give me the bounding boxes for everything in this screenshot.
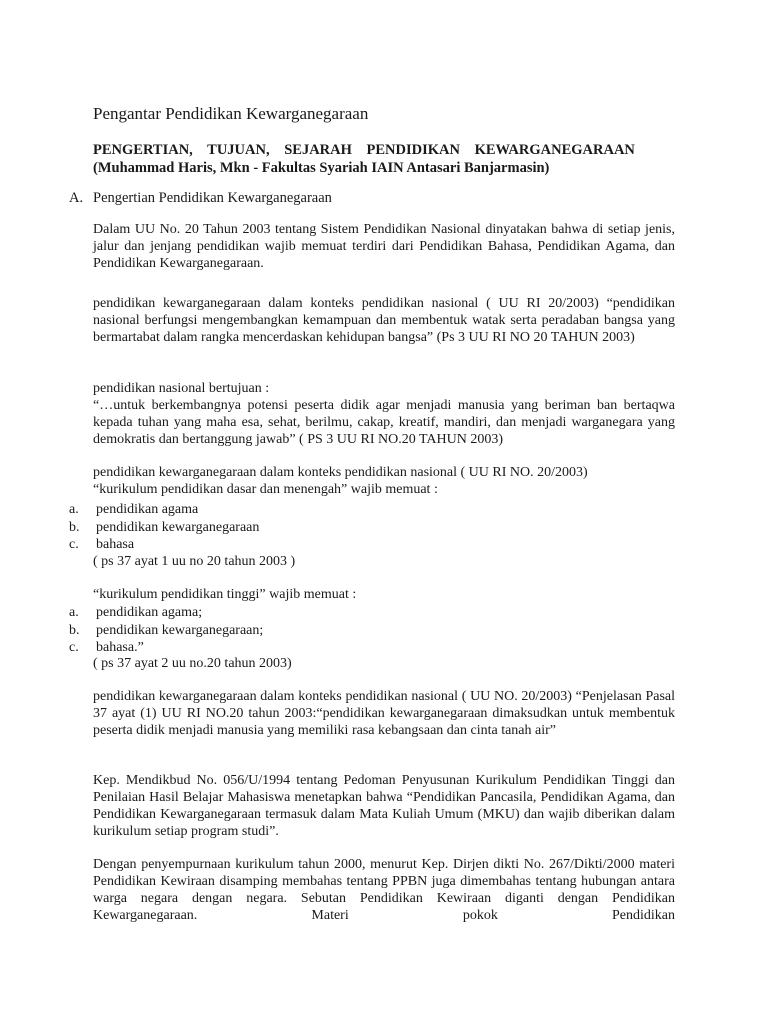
list-marker: c. [69,537,79,552]
paragraph-kurikulum-tinggi-lead: “kurikulum pendidikan tinggi” wajib memuat : [93,587,357,602]
document-heading [93,141,673,177]
list-kurikulum-tinggi [69,604,263,657]
list-item [69,604,263,622]
list-marker: a. [69,605,79,620]
list-kurikulum-dasar [69,501,259,554]
list-text: pendidikan kewarganegaraan; [96,622,264,638]
paragraph-fungsi-pendidikan: pendidikan kewarganegaraan dalam konteks pendidikan nasional ( UU RI 20/2003) “pendidikan nasional berfungsi mengembangkan kemampuan dan membentuk watak serta peradaban bangsa yang bermartabat dalam rangka mencerdaskan kehidupan bangsa” (Ps 3 UU RI NO 20 TAHUN 2003) [93,296,675,345]
reference-ps-37-2: ( ps 37 ayat 2 uu no.20 tahun 2003) [93,656,292,671]
list-text: bahasa.” [96,640,144,655]
heading-line-2: (Muhammad Haris, Mkn - Fakultas Syariah IAIN Antasari Banjarmasin) [93,160,550,176]
list-item [69,501,259,519]
paragraph-uu-sisdiknas: Dalam UU No. 20 Tahun 2003 tentang Sistem Pendidikan Nasional dinyatakan bahwa di setiap jenis, jalur dan jenjang pendidikan wajib memuat terdiri dari Pendidikan Bahasa, Pendidikan Agama, dan Pendidikan Kewarganegaraan. [93,222,675,271]
paragraph-konteks-line1: pendidikan kewarganegaraan dalam konteks pendidikan nasional ( UU RI NO. 20/2003) [93,465,588,480]
list-marker: a. [69,502,79,517]
list-item [69,622,263,640]
list-marker: b. [69,622,80,638]
list-text: pendidikan agama; [96,605,203,620]
paragraph-kurikulum-2000: Dengan penyempurnaan kurikulum tahun 2000, menurut Kep. Dirjen dikti No. 267/Dikti/2000 materi Pendidikan Kewiraan disamping membahas tentang PPBN juga dimembahas tentang hubungan antara warga negara dengan negara. Sebutan Pendidikan Kewiraan diganti dengan Pendidikan Kewarganegaraan. Materi pokok Pendidikan [93,857,675,923]
list-item [69,639,263,657]
list-item [69,519,259,537]
section-a-letter: A. [69,190,84,206]
section-a-label: Pengertian Pendidikan Kewarganegaraan [93,190,332,206]
list-marker: b. [69,519,80,535]
paragraph-penjelasan-pasal-37: pendidikan kewarganegaraan dalam konteks pendidikan nasional ( UU NO. 20/2003) “Penjelasan Pasal 37 ayat (1) UU RI NO.20 tahun 2003:“pendidikan kewarganegaraan dimaksudkan untuk membentuk peserta didik menjadi manusia yang memiliki rasa kebangsaan dan cinta tanah air” [93,689,675,738]
heading-line-1: PENGERTIAN, TUJUAN, SEJARAH PENDIDIKAN KEWARGANEGARAAN [93,142,635,158]
paragraph-kep-mendikbud: Kep. Mendikbud No. 056/U/1994 tentang Pedoman Penyusunan Kurikulum Pendidikan Tinggi dan Penilaian Hasil Belajar Mahasiswa menetapkan bahwa “Pendidikan Pancasila, Pendidikan Agama, dan Pendidikan Kewarganegaraan termasuk dalam Mata Kuliah Umum (MKU) dan wajib diberikan dalam kurikulum setiap program studi”. [93,773,675,839]
section-a-header [69,189,332,207]
list-item [69,536,259,554]
document-title: Pengantar Pendidikan Kewarganegaraan [93,104,369,123]
list-text: pendidikan kewarganegaraan [96,519,260,535]
paragraph-tujuan-quote: “…untuk berkembangnya potensi peserta didik agar menjadi manusia yang beriman ban bertaqwa kepada tuhan yang maha esa, sehat, berilmu, cakap, kreatif, mandiri, dan menjadi warganegara yang demokratis dan bertanggung jawab” ( PS 3 UU RI NO.20 TAHUN 2003) [93,398,675,447]
list-marker: c. [69,640,79,655]
paragraph-tujuan-lead: pendidikan nasional bertujuan : [93,381,270,396]
list-text: pendidikan agama [96,502,199,517]
paragraph-konteks-line2: “kurikulum pendidikan dasar dan menengah” wajib memuat : [93,482,438,497]
reference-ps-37-1: ( ps 37 ayat 1 uu no 20 tahun 2003 ) [93,554,296,569]
list-text: bahasa [96,537,135,552]
